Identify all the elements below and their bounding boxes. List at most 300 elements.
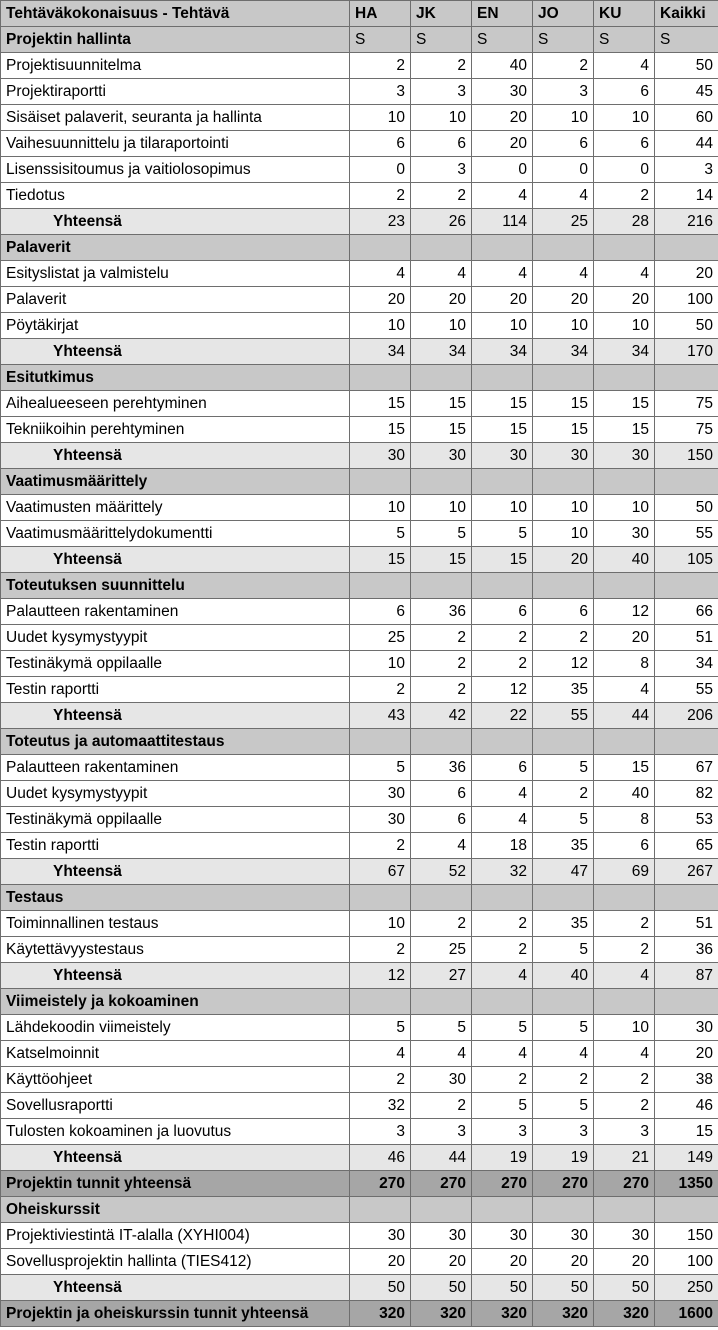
unit-cell bbox=[411, 365, 472, 391]
value-cell: 42 bbox=[411, 703, 472, 729]
unit-cell bbox=[655, 729, 718, 755]
value-cell: 30 bbox=[533, 1223, 594, 1249]
value-cell: 25 bbox=[350, 625, 411, 651]
value-cell: 12 bbox=[350, 963, 411, 989]
section-header-row bbox=[1, 469, 718, 495]
value-cell: 36 bbox=[411, 599, 472, 625]
unit-cell bbox=[350, 573, 411, 599]
value-cell: 6 bbox=[533, 131, 594, 157]
task-row bbox=[1, 833, 718, 859]
value-cell: 12 bbox=[472, 677, 533, 703]
row-label: Yhteensä bbox=[1, 1145, 350, 1171]
unit-cell bbox=[533, 1197, 594, 1223]
value-cell: 19 bbox=[533, 1145, 594, 1171]
value-cell: 270 bbox=[594, 1171, 655, 1197]
value-cell: 20 bbox=[533, 547, 594, 573]
value-cell: 50 bbox=[594, 1275, 655, 1301]
value-cell: 2 bbox=[472, 937, 533, 963]
value-cell: 250 bbox=[655, 1275, 718, 1301]
task-row bbox=[1, 1223, 718, 1249]
value-cell: 40 bbox=[533, 963, 594, 989]
value-cell: 15 bbox=[594, 755, 655, 781]
unit-cell bbox=[594, 469, 655, 495]
value-cell: 4 bbox=[594, 677, 655, 703]
value-cell: 60 bbox=[655, 105, 718, 131]
row-label: Palaverit bbox=[1, 287, 350, 313]
header-row bbox=[1, 1, 718, 27]
value-cell: 4 bbox=[594, 963, 655, 989]
value-cell: 10 bbox=[533, 495, 594, 521]
value-cell: 25 bbox=[533, 209, 594, 235]
row-label: Projektiviestintä IT-alalla (XYHI004) bbox=[1, 1223, 350, 1249]
value-cell: 6 bbox=[350, 599, 411, 625]
value-cell: 45 bbox=[655, 79, 718, 105]
value-cell: 15 bbox=[411, 417, 472, 443]
unit-cell bbox=[655, 469, 718, 495]
value-cell: 4 bbox=[411, 261, 472, 287]
task-row bbox=[1, 755, 718, 781]
value-cell: 3 bbox=[350, 79, 411, 105]
value-cell: 6 bbox=[472, 755, 533, 781]
value-cell: 44 bbox=[594, 703, 655, 729]
header-col-ku: KU bbox=[594, 1, 655, 27]
value-cell: 8 bbox=[594, 807, 655, 833]
unit-cell bbox=[533, 573, 594, 599]
value-cell: 50 bbox=[655, 495, 718, 521]
value-cell: 10 bbox=[533, 313, 594, 339]
value-cell: 4 bbox=[594, 261, 655, 287]
value-cell: 67 bbox=[350, 859, 411, 885]
value-cell: 0 bbox=[472, 157, 533, 183]
value-cell: 34 bbox=[655, 651, 718, 677]
unit-cell bbox=[411, 469, 472, 495]
task-row bbox=[1, 599, 718, 625]
value-cell: 5 bbox=[472, 521, 533, 547]
row-label: Vaatimusten määrittely bbox=[1, 495, 350, 521]
value-cell: 69 bbox=[594, 859, 655, 885]
value-cell: 2 bbox=[472, 1067, 533, 1093]
value-cell: 2 bbox=[472, 651, 533, 677]
value-cell: 34 bbox=[411, 339, 472, 365]
value-cell: 3 bbox=[411, 1119, 472, 1145]
value-cell: 10 bbox=[350, 313, 411, 339]
task-row bbox=[1, 1119, 718, 1145]
value-cell: 4 bbox=[472, 183, 533, 209]
task-row bbox=[1, 677, 718, 703]
row-label: Tulosten kokoaminen ja luovutus bbox=[1, 1119, 350, 1145]
subtotal-row bbox=[1, 703, 718, 729]
row-label: Lisenssisitoumus ja vaitiolosopimus bbox=[1, 157, 350, 183]
task-row bbox=[1, 53, 718, 79]
value-cell: 2 bbox=[533, 625, 594, 651]
value-cell: 51 bbox=[655, 911, 718, 937]
row-label: Testinäkymä oppilaalle bbox=[1, 807, 350, 833]
unit-cell bbox=[350, 365, 411, 391]
value-cell: 19 bbox=[472, 1145, 533, 1171]
row-label: Testinäkymä oppilaalle bbox=[1, 651, 350, 677]
value-cell: 32 bbox=[350, 1093, 411, 1119]
value-cell: 6 bbox=[594, 131, 655, 157]
unit-cell: S bbox=[594, 27, 655, 53]
value-cell: 2 bbox=[411, 651, 472, 677]
value-cell: 15 bbox=[411, 391, 472, 417]
section-header-row bbox=[1, 885, 718, 911]
value-cell: 320 bbox=[350, 1301, 411, 1327]
row-label: Testin raportti bbox=[1, 677, 350, 703]
unit-cell bbox=[350, 729, 411, 755]
value-cell: 2 bbox=[350, 937, 411, 963]
value-cell: 6 bbox=[411, 131, 472, 157]
row-label: Lähdekoodin viimeistely bbox=[1, 1015, 350, 1041]
unit-cell bbox=[350, 235, 411, 261]
section-title: Esitutkimus bbox=[1, 365, 350, 391]
value-cell: 4 bbox=[472, 807, 533, 833]
value-cell: 3 bbox=[472, 1119, 533, 1145]
row-label: Katselmoinnit bbox=[1, 1041, 350, 1067]
unit-cell bbox=[655, 885, 718, 911]
value-cell: 2 bbox=[533, 781, 594, 807]
value-cell: 150 bbox=[655, 1223, 718, 1249]
task-row bbox=[1, 625, 718, 651]
value-cell: 5 bbox=[472, 1015, 533, 1041]
value-cell: 2 bbox=[411, 183, 472, 209]
value-cell: 270 bbox=[350, 1171, 411, 1197]
value-cell: 15 bbox=[472, 547, 533, 573]
unit-cell: S bbox=[655, 27, 718, 53]
value-cell: 0 bbox=[594, 157, 655, 183]
value-cell: 75 bbox=[655, 391, 718, 417]
value-cell: 20 bbox=[594, 625, 655, 651]
value-cell: 35 bbox=[533, 833, 594, 859]
value-cell: 20 bbox=[594, 1249, 655, 1275]
value-cell: 30 bbox=[411, 443, 472, 469]
value-cell: 10 bbox=[350, 651, 411, 677]
task-row bbox=[1, 1249, 718, 1275]
value-cell: 30 bbox=[594, 521, 655, 547]
unit-cell bbox=[472, 729, 533, 755]
subtotal-row bbox=[1, 339, 718, 365]
value-cell: 50 bbox=[350, 1275, 411, 1301]
section-header-row bbox=[1, 1197, 718, 1223]
task-row bbox=[1, 157, 718, 183]
value-cell: 3 bbox=[533, 1119, 594, 1145]
value-cell: 5 bbox=[350, 521, 411, 547]
value-cell: 12 bbox=[594, 599, 655, 625]
value-cell: 2 bbox=[411, 911, 472, 937]
header-col-en: EN bbox=[472, 1, 533, 27]
task-row bbox=[1, 261, 718, 287]
section-header-row bbox=[1, 235, 718, 261]
value-cell: 55 bbox=[655, 521, 718, 547]
value-cell: 5 bbox=[533, 755, 594, 781]
value-cell: 53 bbox=[655, 807, 718, 833]
task-row bbox=[1, 391, 718, 417]
unit-cell bbox=[594, 573, 655, 599]
task-row bbox=[1, 1041, 718, 1067]
unit-cell bbox=[411, 1197, 472, 1223]
header-col-kaikki: Kaikki bbox=[655, 1, 718, 27]
row-label: Projektin ja oheiskurssin tunnit yhteensä bbox=[1, 1301, 350, 1327]
value-cell: 30 bbox=[411, 1067, 472, 1093]
value-cell: 20 bbox=[533, 287, 594, 313]
value-cell: 20 bbox=[472, 287, 533, 313]
value-cell: 5 bbox=[472, 1093, 533, 1119]
value-cell: 10 bbox=[594, 495, 655, 521]
task-row bbox=[1, 937, 718, 963]
unit-cell bbox=[411, 885, 472, 911]
value-cell: 4 bbox=[533, 1041, 594, 1067]
value-cell: 149 bbox=[655, 1145, 718, 1171]
value-cell: 15 bbox=[350, 547, 411, 573]
row-label: Vaatimusmäärittelydokumentti bbox=[1, 521, 350, 547]
value-cell: 20 bbox=[411, 1249, 472, 1275]
value-cell: 320 bbox=[472, 1301, 533, 1327]
value-cell: 6 bbox=[533, 599, 594, 625]
value-cell: 43 bbox=[350, 703, 411, 729]
value-cell: 2 bbox=[350, 833, 411, 859]
subtotal-row bbox=[1, 1275, 718, 1301]
unit-cell bbox=[350, 989, 411, 1015]
value-cell: 1350 bbox=[655, 1171, 718, 1197]
unit-cell bbox=[533, 989, 594, 1015]
value-cell: 55 bbox=[533, 703, 594, 729]
value-cell: 4 bbox=[472, 1041, 533, 1067]
subtotal-row bbox=[1, 443, 718, 469]
value-cell: 50 bbox=[533, 1275, 594, 1301]
row-label: Pöytäkirjat bbox=[1, 313, 350, 339]
value-cell: 34 bbox=[533, 339, 594, 365]
unit-cell bbox=[533, 235, 594, 261]
value-cell: 26 bbox=[411, 209, 472, 235]
task-row bbox=[1, 495, 718, 521]
value-cell: 6 bbox=[594, 79, 655, 105]
value-cell: 20 bbox=[594, 287, 655, 313]
unit-cell bbox=[655, 235, 718, 261]
grand-total-row bbox=[1, 1301, 718, 1327]
unit-cell bbox=[594, 729, 655, 755]
value-cell: 2 bbox=[594, 1067, 655, 1093]
section-header-row bbox=[1, 573, 718, 599]
task-row bbox=[1, 781, 718, 807]
value-cell: 3 bbox=[533, 79, 594, 105]
value-cell: 21 bbox=[594, 1145, 655, 1171]
value-cell: 10 bbox=[350, 911, 411, 937]
row-label: Yhteensä bbox=[1, 443, 350, 469]
value-cell: 34 bbox=[350, 339, 411, 365]
row-label: Esityslistat ja valmistelu bbox=[1, 261, 350, 287]
value-cell: 3 bbox=[411, 157, 472, 183]
value-cell: 2 bbox=[411, 53, 472, 79]
value-cell: 34 bbox=[472, 339, 533, 365]
value-cell: 10 bbox=[350, 495, 411, 521]
task-row bbox=[1, 1015, 718, 1041]
grand-total-row bbox=[1, 1171, 718, 1197]
header-title: Tehtäväkokonaisuus - Tehtävä bbox=[1, 1, 350, 27]
value-cell: 267 bbox=[655, 859, 718, 885]
value-cell: 15 bbox=[350, 391, 411, 417]
value-cell: 15 bbox=[472, 391, 533, 417]
value-cell: 2 bbox=[411, 677, 472, 703]
value-cell: 10 bbox=[533, 105, 594, 131]
row-label: Yhteensä bbox=[1, 1275, 350, 1301]
value-cell: 30 bbox=[533, 443, 594, 469]
value-cell: 15 bbox=[655, 1119, 718, 1145]
unit-cell bbox=[533, 885, 594, 911]
unit-cell bbox=[472, 469, 533, 495]
task-row bbox=[1, 1093, 718, 1119]
unit-cell bbox=[350, 469, 411, 495]
value-cell: 5 bbox=[533, 1093, 594, 1119]
value-cell: 32 bbox=[472, 859, 533, 885]
value-cell: 3 bbox=[594, 1119, 655, 1145]
unit-cell bbox=[655, 365, 718, 391]
value-cell: 46 bbox=[350, 1145, 411, 1171]
value-cell: 28 bbox=[594, 209, 655, 235]
value-cell: 4 bbox=[533, 183, 594, 209]
section-title: Toteutus ja automaattitestaus bbox=[1, 729, 350, 755]
value-cell: 216 bbox=[655, 209, 718, 235]
row-label: Yhteensä bbox=[1, 209, 350, 235]
value-cell: 15 bbox=[594, 417, 655, 443]
row-label: Uudet kysymystyypit bbox=[1, 625, 350, 651]
value-cell: 38 bbox=[655, 1067, 718, 1093]
value-cell: 5 bbox=[533, 937, 594, 963]
value-cell: 320 bbox=[411, 1301, 472, 1327]
task-row bbox=[1, 417, 718, 443]
value-cell: 2 bbox=[411, 1093, 472, 1119]
header-col-jo: JO bbox=[533, 1, 594, 27]
value-cell: 20 bbox=[472, 105, 533, 131]
value-cell: 10 bbox=[411, 105, 472, 131]
value-cell: 10 bbox=[472, 495, 533, 521]
unit-cell bbox=[533, 469, 594, 495]
row-label: Toiminnallinen testaus bbox=[1, 911, 350, 937]
value-cell: 67 bbox=[655, 755, 718, 781]
value-cell: 30 bbox=[350, 443, 411, 469]
value-cell: 5 bbox=[411, 521, 472, 547]
value-cell: 15 bbox=[533, 417, 594, 443]
row-label: Vaihesuunnittelu ja tilaraportointi bbox=[1, 131, 350, 157]
value-cell: 10 bbox=[594, 1015, 655, 1041]
value-cell: 4 bbox=[472, 261, 533, 287]
row-label: Projektisuunnitelma bbox=[1, 53, 350, 79]
value-cell: 4 bbox=[350, 261, 411, 287]
value-cell: 4 bbox=[472, 963, 533, 989]
unit-cell bbox=[411, 573, 472, 599]
value-cell: 114 bbox=[472, 209, 533, 235]
row-label: Sovellusprojektin hallinta (TIES412) bbox=[1, 1249, 350, 1275]
value-cell: 105 bbox=[655, 547, 718, 573]
unit-cell bbox=[594, 365, 655, 391]
value-cell: 206 bbox=[655, 703, 718, 729]
value-cell: 170 bbox=[655, 339, 718, 365]
unit-cell bbox=[472, 365, 533, 391]
row-label: Käyttöohjeet bbox=[1, 1067, 350, 1093]
unit-cell bbox=[472, 885, 533, 911]
value-cell: 35 bbox=[533, 677, 594, 703]
value-cell: 15 bbox=[533, 391, 594, 417]
value-cell: 8 bbox=[594, 651, 655, 677]
value-cell: 23 bbox=[350, 209, 411, 235]
section-header-row bbox=[1, 27, 718, 53]
value-cell: 10 bbox=[533, 521, 594, 547]
row-label: Projektiraportti bbox=[1, 79, 350, 105]
subtotal-row bbox=[1, 209, 718, 235]
header-col-jk: JK bbox=[411, 1, 472, 27]
value-cell: 4 bbox=[411, 1041, 472, 1067]
value-cell: 2 bbox=[472, 625, 533, 651]
value-cell: 150 bbox=[655, 443, 718, 469]
section-title: Palaverit bbox=[1, 235, 350, 261]
value-cell: 6 bbox=[350, 131, 411, 157]
task-row bbox=[1, 313, 718, 339]
subtotal-row bbox=[1, 963, 718, 989]
value-cell: 2 bbox=[350, 183, 411, 209]
value-cell: 6 bbox=[411, 781, 472, 807]
value-cell: 15 bbox=[472, 417, 533, 443]
value-cell: 75 bbox=[655, 417, 718, 443]
row-label: Yhteensä bbox=[1, 963, 350, 989]
value-cell: 10 bbox=[472, 313, 533, 339]
value-cell: 30 bbox=[655, 1015, 718, 1041]
row-label: Tiedotus bbox=[1, 183, 350, 209]
value-cell: 30 bbox=[411, 1223, 472, 1249]
table-body bbox=[1, 1, 718, 1327]
value-cell: 5 bbox=[533, 807, 594, 833]
subtotal-row bbox=[1, 1145, 718, 1171]
value-cell: 36 bbox=[655, 937, 718, 963]
task-row bbox=[1, 287, 718, 313]
value-cell: 270 bbox=[472, 1171, 533, 1197]
value-cell: 52 bbox=[411, 859, 472, 885]
value-cell: 4 bbox=[594, 1041, 655, 1067]
row-label: Yhteensä bbox=[1, 859, 350, 885]
unit-cell bbox=[655, 1197, 718, 1223]
value-cell: 20 bbox=[655, 261, 718, 287]
value-cell: 65 bbox=[655, 833, 718, 859]
value-cell: 2 bbox=[350, 53, 411, 79]
value-cell: 2 bbox=[594, 911, 655, 937]
value-cell: 20 bbox=[533, 1249, 594, 1275]
section-title: Testaus bbox=[1, 885, 350, 911]
unit-cell bbox=[350, 1197, 411, 1223]
task-row bbox=[1, 911, 718, 937]
row-label: Palautteen rakentaminen bbox=[1, 599, 350, 625]
value-cell: 40 bbox=[594, 547, 655, 573]
task-row bbox=[1, 807, 718, 833]
row-label: Yhteensä bbox=[1, 703, 350, 729]
value-cell: 2 bbox=[350, 1067, 411, 1093]
value-cell: 4 bbox=[411, 833, 472, 859]
value-cell: 20 bbox=[350, 287, 411, 313]
value-cell: 35 bbox=[533, 911, 594, 937]
task-row bbox=[1, 521, 718, 547]
value-cell: 5 bbox=[350, 755, 411, 781]
subtotal-row bbox=[1, 547, 718, 573]
value-cell: 27 bbox=[411, 963, 472, 989]
unit-cell bbox=[533, 365, 594, 391]
unit-cell bbox=[472, 989, 533, 1015]
value-cell: 46 bbox=[655, 1093, 718, 1119]
section-title: Oheiskurssit bbox=[1, 1197, 350, 1223]
value-cell: 10 bbox=[350, 105, 411, 131]
value-cell: 40 bbox=[472, 53, 533, 79]
value-cell: 87 bbox=[655, 963, 718, 989]
value-cell: 82 bbox=[655, 781, 718, 807]
unit-cell bbox=[350, 885, 411, 911]
value-cell: 10 bbox=[594, 105, 655, 131]
value-cell: 30 bbox=[472, 443, 533, 469]
